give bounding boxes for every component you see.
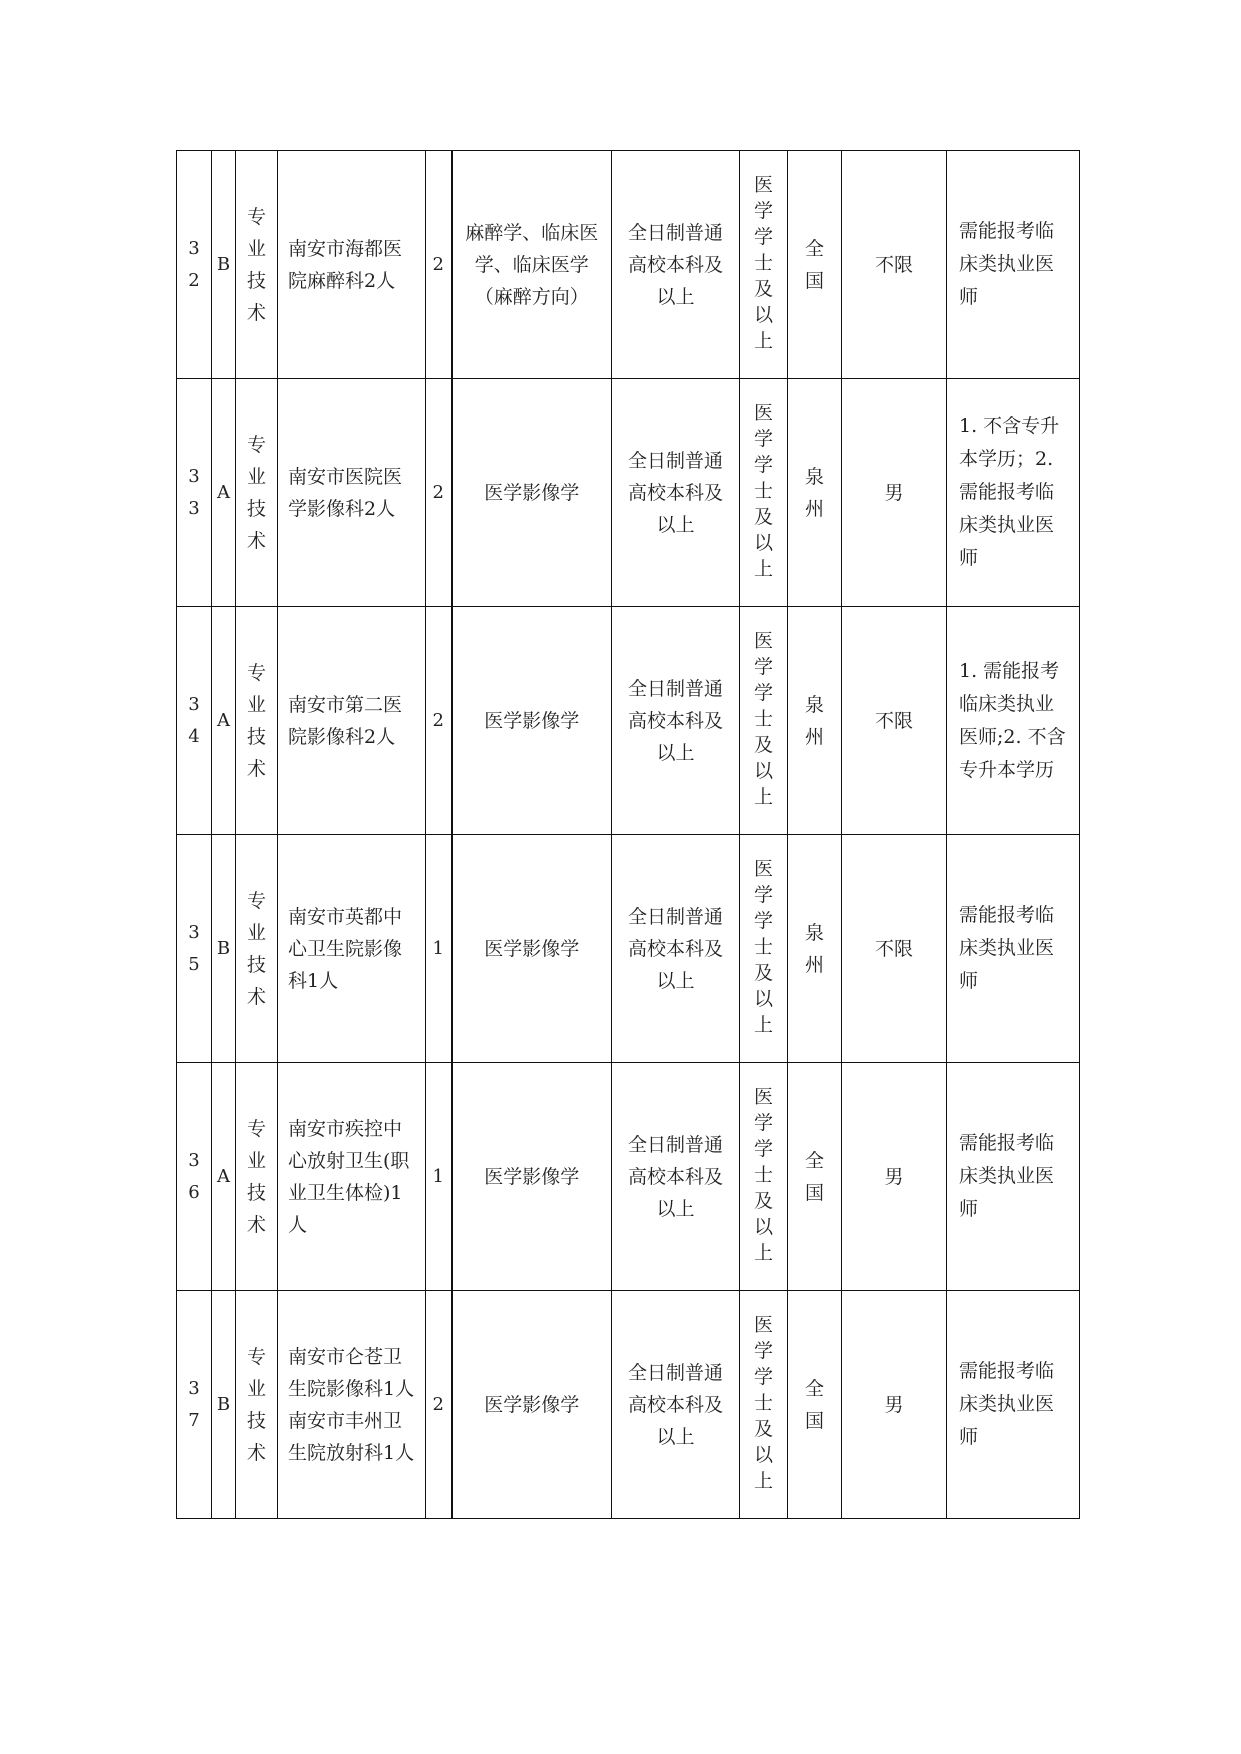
major-cell xyxy=(452,835,612,1063)
education-cell xyxy=(612,835,740,1063)
remarks-cell xyxy=(947,151,1080,379)
education-text: 全日制普通高校本科及以上 xyxy=(627,905,723,992)
degree-text: 医学学士及以上 xyxy=(753,174,773,352)
hiring-unit-text: 南安市疾控中心放射卫生(职业卫生体检)1人 xyxy=(288,1117,410,1236)
category-cell xyxy=(212,151,236,379)
region-cell xyxy=(788,379,842,607)
hiring-unit-cell xyxy=(278,1063,426,1291)
position-type-text: 专业技术 xyxy=(246,889,266,1008)
category-cell xyxy=(212,379,236,607)
category-text: B xyxy=(216,1394,231,1415)
row-number-text: 37 xyxy=(188,1377,200,1431)
remarks-text: 1. 需能报考临床类执业医师;2. 不含专升本学历 xyxy=(959,659,1066,781)
headcount-cell xyxy=(426,151,452,379)
degree-text: 医学学士及以上 xyxy=(753,1086,773,1264)
gender-cell xyxy=(842,835,947,1063)
headcount-cell xyxy=(426,379,452,607)
row-number-cell xyxy=(177,607,212,835)
gender-text: 男 xyxy=(884,481,904,504)
position-type-cell xyxy=(236,151,278,379)
degree-cell xyxy=(740,151,788,379)
row-number-text: 34 xyxy=(188,693,200,747)
education-cell xyxy=(612,151,740,379)
degree-cell xyxy=(740,1291,788,1519)
headcount-text: 1 xyxy=(432,1166,444,1187)
gender-text: 不限 xyxy=(874,709,913,732)
major-cell xyxy=(452,1063,612,1291)
hiring-unit-text: 南安市医院医学影像科2人 xyxy=(288,465,403,520)
headcount-text: 2 xyxy=(432,254,444,275)
remarks-text: 需能报考临床类执业医师 xyxy=(959,904,1055,992)
major-text: 医学影像学 xyxy=(484,1393,580,1416)
category-text: A xyxy=(217,482,230,503)
education-cell xyxy=(612,379,740,607)
major-cell xyxy=(452,607,612,835)
region-text: 泉州 xyxy=(804,465,824,520)
region-cell xyxy=(788,1063,842,1291)
region-cell xyxy=(788,835,842,1063)
row-number-cell xyxy=(177,379,212,607)
region-text: 全国 xyxy=(804,1149,824,1204)
education-text: 全日制普通高校本科及以上 xyxy=(627,1133,723,1220)
remarks-cell xyxy=(947,1291,1080,1519)
education-cell xyxy=(612,607,740,835)
remarks-text: 需能报考临床类执业医师 xyxy=(959,1360,1055,1448)
headcount-text: 2 xyxy=(432,1394,444,1415)
gender-text: 男 xyxy=(884,1393,904,1416)
position-type-cell xyxy=(236,607,278,835)
remarks-text: 需能报考临床类执业医师 xyxy=(959,220,1055,308)
position-type-cell xyxy=(236,835,278,1063)
hiring-unit-cell xyxy=(278,607,426,835)
gender-cell xyxy=(842,379,947,607)
hiring-unit-cell xyxy=(278,1291,426,1519)
category-cell xyxy=(212,1063,236,1291)
hiring-unit-text: 南安市英都中心卫生院影像科1人 xyxy=(288,905,403,992)
degree-cell xyxy=(740,835,788,1063)
region-text: 全国 xyxy=(804,1377,824,1432)
row-number-cell xyxy=(177,1291,212,1519)
remarks-cell xyxy=(947,1063,1080,1291)
major-text: 麻醉学、临床医学、临床医学（麻醉方向） xyxy=(465,221,599,308)
table-body xyxy=(177,151,1080,1519)
position-type-cell xyxy=(236,1291,278,1519)
hiring-unit-text: 南安市仑苍卫生院影像科1人南安市丰州卫生院放射科1人 xyxy=(288,1345,415,1464)
region-cell xyxy=(788,151,842,379)
region-cell xyxy=(788,607,842,835)
row-number-text: 35 xyxy=(188,921,200,975)
gender-cell xyxy=(842,1063,947,1291)
education-cell xyxy=(612,1063,740,1291)
remarks-cell xyxy=(947,379,1080,607)
gender-cell xyxy=(842,1291,947,1519)
position-type-text: 专业技术 xyxy=(246,1117,266,1236)
major-cell xyxy=(452,1291,612,1519)
table-row xyxy=(177,379,1080,607)
category-cell xyxy=(212,1291,236,1519)
region-text: 全国 xyxy=(804,237,824,292)
region-text: 泉州 xyxy=(804,921,824,976)
hiring-unit-cell xyxy=(278,151,426,379)
position-type-cell xyxy=(236,379,278,607)
headcount-text: 2 xyxy=(432,710,444,731)
major-cell xyxy=(452,151,612,379)
table-row xyxy=(177,1063,1080,1291)
table-row xyxy=(177,835,1080,1063)
hiring-unit-cell xyxy=(278,835,426,1063)
table-row xyxy=(177,151,1080,379)
gender-cell xyxy=(842,607,947,835)
headcount-cell xyxy=(426,1291,452,1519)
category-text: A xyxy=(217,1166,230,1187)
category-text: B xyxy=(216,938,231,959)
row-number-cell xyxy=(177,1063,212,1291)
row-number-text: 36 xyxy=(188,1149,200,1203)
position-type-cell xyxy=(236,1063,278,1291)
education-text: 全日制普通高校本科及以上 xyxy=(627,1361,723,1448)
major-text: 医学影像学 xyxy=(484,937,580,960)
education-cell xyxy=(612,1291,740,1519)
major-text: 医学影像学 xyxy=(484,481,580,504)
major-cell xyxy=(452,379,612,607)
remarks-cell xyxy=(947,835,1080,1063)
education-text: 全日制普通高校本科及以上 xyxy=(627,221,723,308)
degree-text: 医学学士及以上 xyxy=(753,1314,773,1492)
remarks-text: 1. 不含专升本学历；2. 需能报考临床类执业医师 xyxy=(959,415,1060,569)
positions-table xyxy=(176,150,1080,1519)
row-number-text: 33 xyxy=(188,465,200,519)
degree-cell xyxy=(740,1063,788,1291)
table-row xyxy=(177,607,1080,835)
row-number-cell xyxy=(177,151,212,379)
gender-text: 不限 xyxy=(874,253,913,276)
education-text: 全日制普通高校本科及以上 xyxy=(627,677,723,764)
degree-text: 医学学士及以上 xyxy=(753,402,773,580)
category-cell xyxy=(212,835,236,1063)
position-type-text: 专业技术 xyxy=(246,205,266,324)
table-row xyxy=(177,1291,1080,1519)
degree-text: 医学学士及以上 xyxy=(753,630,773,808)
headcount-text: 2 xyxy=(432,482,444,503)
degree-text: 医学学士及以上 xyxy=(753,858,773,1036)
education-text: 全日制普通高校本科及以上 xyxy=(627,449,723,536)
category-text: B xyxy=(216,254,231,275)
degree-cell xyxy=(740,607,788,835)
headcount-cell xyxy=(426,607,452,835)
region-cell xyxy=(788,1291,842,1519)
gender-text: 不限 xyxy=(874,937,913,960)
category-text: A xyxy=(217,710,230,731)
row-number-cell xyxy=(177,835,212,1063)
major-text: 医学影像学 xyxy=(484,1165,580,1188)
row-number-text: 32 xyxy=(188,237,200,291)
remarks-text: 需能报考临床类执业医师 xyxy=(959,1132,1055,1220)
region-text: 泉州 xyxy=(804,693,824,748)
position-type-text: 专业技术 xyxy=(246,1345,266,1464)
gender-cell xyxy=(842,151,947,379)
position-type-text: 专业技术 xyxy=(246,433,266,552)
major-text: 医学影像学 xyxy=(484,709,580,732)
gender-text: 男 xyxy=(884,1165,904,1188)
headcount-cell xyxy=(426,835,452,1063)
headcount-text: 1 xyxy=(432,938,444,959)
position-type-text: 专业技术 xyxy=(246,661,266,780)
remarks-cell xyxy=(947,607,1080,835)
degree-cell xyxy=(740,379,788,607)
hiring-unit-text: 南安市第二医院影像科2人 xyxy=(288,693,403,748)
headcount-cell xyxy=(426,1063,452,1291)
category-cell xyxy=(212,607,236,835)
hiring-unit-text: 南安市海都医院麻醉科2人 xyxy=(288,237,403,292)
hiring-unit-cell xyxy=(278,379,426,607)
